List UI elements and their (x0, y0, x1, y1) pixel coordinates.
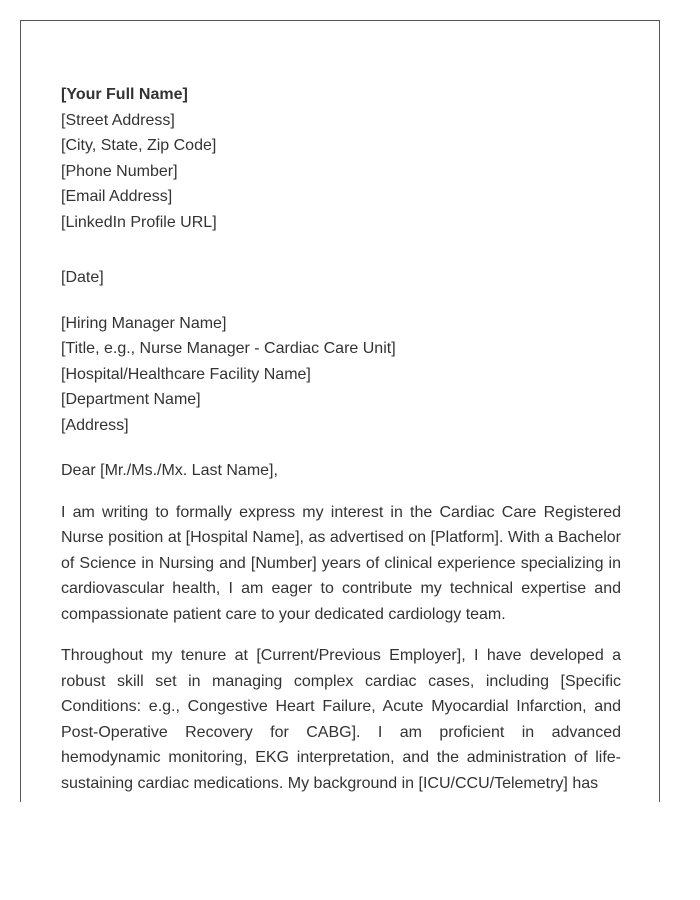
letter-content (61, 82, 621, 796)
sender-street: [Street Address] (61, 111, 175, 129)
sender-linkedin: [LinkedIn Profile URL] (61, 213, 217, 231)
sender-email: [Email Address] (61, 188, 173, 205)
sender-phone: [Phone Number] (61, 162, 178, 180)
body-paragraph-1: I am writing to formally express my interest in the Cardiac Care Registered Nurse position at [Hospital Name], as advertised on [Platform]. With a Bachelor of Science in Nursing and [Number] years of clinical experience specializing in cardiovascular health, I am eager to contribute my technical expertise and compassionate patient care to your dedicated cardiology team. (61, 503, 621, 623)
body-paragraph-2: Throughout my tenure at [Current/Previous Employer], I have developed a robust skill set in managing complex cardiac cases, including [Specific Conditions: e.g., Congestive Heart Failure, Acute Myocardial Infarction, and Post-Operative Recovery for CABG]. I am proficient in advanced hemodynamic monitoring, EKG interpretation, and the administration of life-sustaining cardiac medications. My background in [ICU/CCU/Telemetry] has (61, 647, 621, 792)
recipient-facility: [Hospital/Healthcare Facility Name] (61, 365, 311, 383)
recipient-name: [Hiring Manager Name] (61, 314, 227, 332)
recipient-address: [Address] (61, 416, 129, 434)
document-page (20, 20, 660, 802)
letter-date: [Date] (61, 269, 104, 286)
salutation: Dear [Mr./Ms./Mx. Last Name], (61, 462, 278, 479)
sender-city-state-zip: [City, State, Zip Code] (61, 137, 217, 154)
sender-name: [Your Full Name] (61, 86, 188, 103)
recipient-department: [Department Name] (61, 391, 201, 408)
recipient-title: [Title, e.g., Nurse Manager - Cardiac Care Unit] (61, 340, 396, 357)
